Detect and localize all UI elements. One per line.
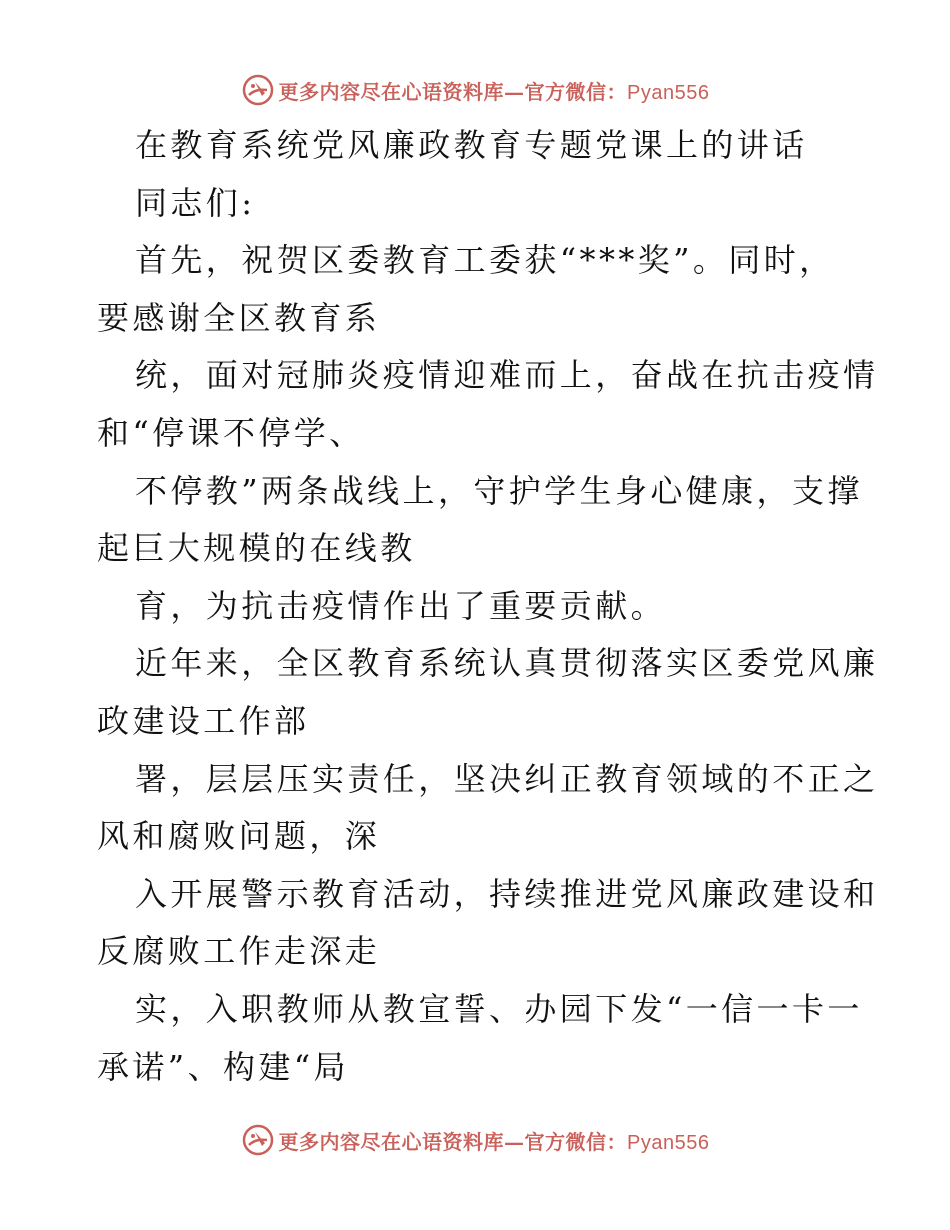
text-line: 署，层层压实责任，坚决纠正教育领域的不正之 bbox=[135, 759, 879, 798]
text-line: 近年来，全区教育系统认真贯彻落实区委党风廉 bbox=[135, 644, 879, 683]
watermark-text: 更多内容尽在心语资料库—官方微信：Pyan556 bbox=[278, 79, 710, 104]
text-line: 承诺”、构建“局 bbox=[97, 1047, 349, 1086]
header-watermark bbox=[0, 70, 950, 110]
text-line: 要感谢全区教育系 bbox=[97, 298, 381, 337]
document-title: 在教育系统党风廉政教育专题党课上的讲话 bbox=[135, 126, 808, 164]
text-line: 政建设工作部 bbox=[97, 701, 310, 740]
text-line: 不停教”两条战线上，守护学生身心健康，支撑 bbox=[135, 471, 863, 510]
text-line: 风和腐败问题，深 bbox=[97, 817, 381, 856]
text-line: 反腐败工作走深走 bbox=[97, 932, 381, 971]
quill-book-logo-icon bbox=[241, 73, 275, 107]
footer-watermark bbox=[0, 1120, 950, 1160]
text-line: 和“停课不停学、 bbox=[97, 413, 365, 452]
text-line: 统，面对冠肺炎疫情迎难而上，奋战在抗击疫情 bbox=[135, 356, 879, 395]
text-line: 入开展警示教育活动，持续推进党风廉政建设和 bbox=[135, 874, 879, 913]
quill-book-logo-icon bbox=[241, 1123, 275, 1157]
watermark-text: 更多内容尽在心语资料库—官方微信：Pyan556 bbox=[278, 1129, 710, 1154]
text-line: 起巨大规模的在线教 bbox=[97, 529, 416, 568]
text-line: 育，为抗击疫情作出了重要贡献。 bbox=[135, 586, 667, 625]
salutation: 同志们: bbox=[135, 183, 256, 222]
text-line: 首先，祝贺区委教育工委获“***奖”。同时， bbox=[135, 241, 835, 280]
text-line: 实，入职教师从教宣誓、办园下发“一信一卡一 bbox=[135, 989, 863, 1028]
document-body bbox=[97, 117, 879, 1096]
